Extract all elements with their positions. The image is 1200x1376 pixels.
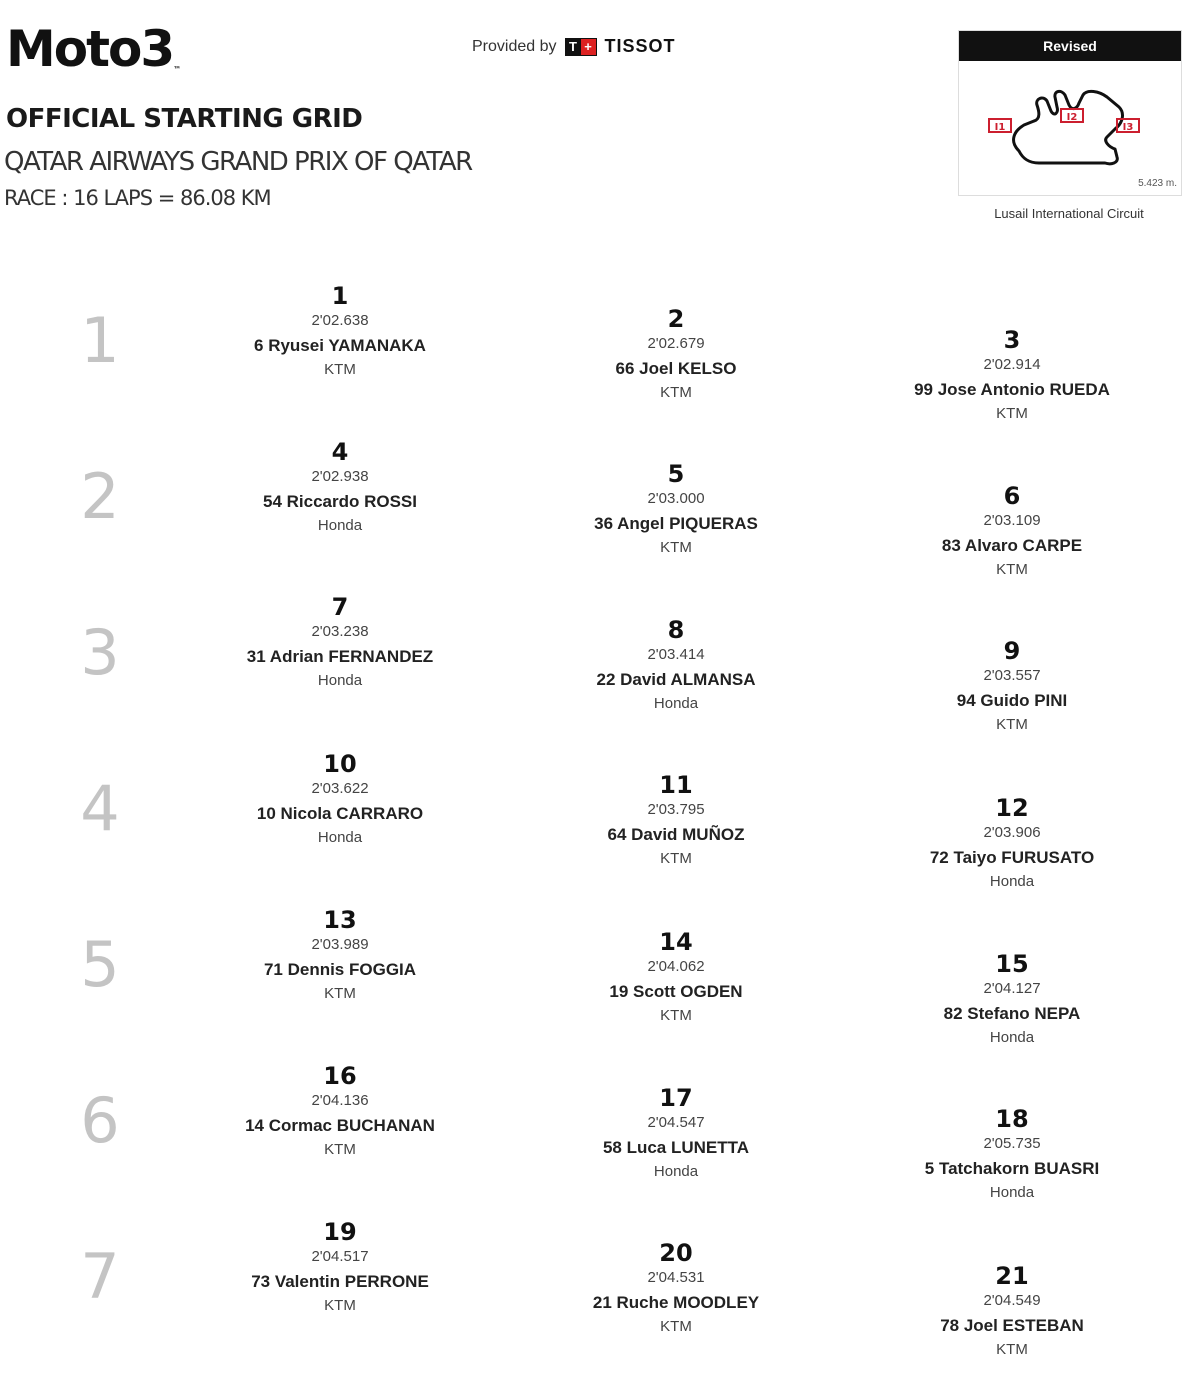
manufacturer: Honda (317, 672, 363, 689)
rider-name: 14 Cormac BUCHANAN (245, 1116, 435, 1135)
grid-position: 20 (659, 1239, 693, 1267)
manufacturer: KTM (660, 1007, 692, 1024)
grid-slot (190, 750, 490, 848)
trademark-mark: ™ (173, 65, 182, 74)
marker-i3: I3 (1122, 122, 1134, 133)
lap-time: 2'03.000 (647, 490, 705, 507)
rider-name: 73 Valentin PERRONE (251, 1272, 429, 1291)
rider-name: 54 Riccardo ROSSI (262, 492, 417, 511)
manufacturer: KTM (324, 361, 356, 378)
grid-position: 2 (667, 305, 685, 333)
manufacturer: KTM (996, 1341, 1028, 1358)
rider-name: 82 Stefano NEPA (943, 1004, 1081, 1023)
rider-name: 78 Joel ESTEBAN (940, 1316, 1084, 1335)
lap-time: 2'04.517 (311, 1248, 369, 1265)
rider-name: 66 Joel KELSO (615, 359, 737, 378)
lap-time: 2'03.622 (311, 780, 369, 797)
lap-time: 2'03.795 (647, 801, 705, 818)
grid-position: 5 (667, 460, 685, 488)
grid-slot (190, 1218, 490, 1316)
manufacturer: Honda (989, 1184, 1035, 1201)
grid-row-number: 6 (80, 1084, 120, 1157)
lap-time: 2'03.989 (311, 936, 369, 953)
rider-name: 31 Adrian FERNANDEZ (246, 647, 434, 666)
rider-name: 94 Guido PINI (956, 691, 1068, 710)
grid-position: 11 (659, 771, 693, 799)
tissot-logo-icon: T + (565, 38, 597, 56)
manufacturer: Honda (317, 829, 363, 846)
grid-position: 16 (323, 1062, 357, 1090)
revised-badge: Revised (959, 31, 1181, 61)
sponsor-credit (472, 36, 676, 57)
grid-position: 9 (1003, 637, 1021, 665)
grid-position: 8 (667, 616, 685, 644)
grid-position: 17 (659, 1084, 693, 1112)
rider-name: 22 David ALMANSA (596, 670, 756, 689)
rider-name: 21 Ruche MOODLEY (592, 1293, 760, 1312)
lap-time: 2'03.906 (983, 824, 1041, 841)
rider-name: 10 Nicola CARRARO (256, 804, 424, 823)
manufacturer: Honda (653, 1163, 699, 1180)
rider-name: 19 Scott OGDEN (609, 982, 743, 1001)
grid-position: 19 (323, 1218, 357, 1246)
grid-position: 10 (323, 750, 357, 778)
manufacturer: KTM (660, 384, 692, 401)
manufacturer: KTM (660, 1318, 692, 1335)
grid-row-number: 1 (80, 304, 120, 377)
grid-slot (862, 1105, 1162, 1203)
manufacturer: KTM (996, 716, 1028, 733)
grid-slot (862, 482, 1162, 580)
rider-name: 36 Angel PIQUERAS (594, 514, 758, 533)
lap-time: 2'02.914 (983, 356, 1041, 373)
grid-row-number: 4 (80, 772, 120, 845)
grid-slot (862, 1262, 1162, 1360)
moto3-logo (6, 20, 182, 78)
circuit-name: Lusail International Circuit (994, 206, 1144, 221)
lap-time: 2'04.062 (647, 958, 705, 975)
manufacturer: KTM (324, 985, 356, 1002)
race-distance: RACE : 16 LAPS = 86.08 KM (4, 186, 271, 210)
grid-slot (190, 1062, 490, 1160)
lap-time: 2'04.127 (983, 980, 1041, 997)
grid-row-number: 5 (80, 928, 120, 1001)
event-name: QATAR AIRWAYS GRAND PRIX OF QATAR (4, 147, 472, 177)
grid-position: 12 (995, 794, 1029, 822)
grid-position: 4 (331, 438, 349, 466)
manufacturer: KTM (996, 561, 1028, 578)
lap-time: 2'02.938 (311, 468, 369, 485)
grid-slot (862, 326, 1162, 424)
manufacturer: KTM (324, 1297, 356, 1314)
manufacturer: Honda (989, 873, 1035, 890)
manufacturer: KTM (660, 539, 692, 556)
marker-i2: I2 (1066, 112, 1078, 123)
lap-time: 2'03.109 (983, 512, 1041, 529)
lap-time: 2'04.136 (311, 1092, 369, 1109)
sponsor-name: TISSOT (604, 36, 676, 56)
grid-position: 14 (659, 928, 693, 956)
rider-name: 99 Jose Antonio RUEDA (914, 380, 1110, 399)
lap-time: 2'04.547 (647, 1114, 705, 1131)
grid-slot (526, 928, 826, 1026)
lap-time: 2'02.638 (311, 312, 369, 329)
grid-position: 7 (331, 593, 349, 621)
manufacturer: KTM (996, 405, 1028, 422)
grid-slot (526, 1239, 826, 1337)
grid-position: 6 (1003, 482, 1021, 510)
rider-name: 5 Tatchakorn BUASRI (924, 1159, 1100, 1178)
lap-time: 2'03.557 (983, 667, 1041, 684)
grid-slot (190, 906, 490, 1004)
lap-time: 2'03.414 (647, 646, 705, 663)
rider-name: 58 Luca LUNETTA (602, 1138, 750, 1157)
grid-slot (526, 771, 826, 869)
circuit-length: 5.423 m. (1138, 178, 1177, 189)
grid-position: 18 (995, 1105, 1029, 1133)
grid-slot (526, 616, 826, 714)
grid-row-number: 7 (80, 1240, 120, 1313)
manufacturer: Honda (653, 695, 699, 712)
marker-i1: I1 (994, 122, 1006, 133)
grid-slot (862, 637, 1162, 735)
grid-position: 15 (995, 950, 1029, 978)
grid-position: 13 (323, 906, 357, 934)
manufacturer: KTM (324, 1141, 356, 1158)
manufacturer: KTM (660, 850, 692, 867)
grid-slot (190, 282, 490, 380)
provided-by-label: Provided by (472, 37, 557, 55)
grid-position: 1 (331, 282, 349, 310)
track-outline-icon (959, 61, 1181, 195)
grid-slot (190, 593, 490, 691)
rider-name: 83 Alvaro CARPE (941, 536, 1083, 555)
manufacturer: Honda (989, 1029, 1035, 1046)
grid-position: 3 (1003, 326, 1021, 354)
lap-time: 2'02.679 (647, 335, 705, 352)
page-title: OFFICIAL STARTING GRID (6, 104, 363, 134)
grid-slot (526, 305, 826, 403)
grid-slot (526, 1084, 826, 1182)
lap-time: 2'05.735 (983, 1135, 1041, 1152)
grid-position: 21 (995, 1262, 1029, 1290)
grid-row-number: 3 (80, 616, 120, 689)
moto3-logo-text: Moto3 (6, 20, 174, 78)
manufacturer: Honda (317, 517, 363, 534)
rider-name: 71 Dennis FOGGIA (263, 960, 417, 979)
grid-slot (526, 460, 826, 558)
lap-time: 2'04.531 (647, 1269, 705, 1286)
circuit-map (958, 30, 1182, 196)
rider-name: 6 Ryusei YAMANAKA (254, 336, 426, 355)
grid-row-number: 2 (80, 460, 120, 533)
grid-slot (862, 794, 1162, 892)
grid-slot (862, 950, 1162, 1048)
lap-time: 2'03.238 (311, 623, 369, 640)
lap-time: 2'04.549 (983, 1292, 1041, 1309)
rider-name: 64 David MUÑOZ (607, 825, 745, 844)
grid-slot (190, 438, 490, 536)
rider-name: 72 Taiyo FURUSATO (929, 848, 1095, 867)
